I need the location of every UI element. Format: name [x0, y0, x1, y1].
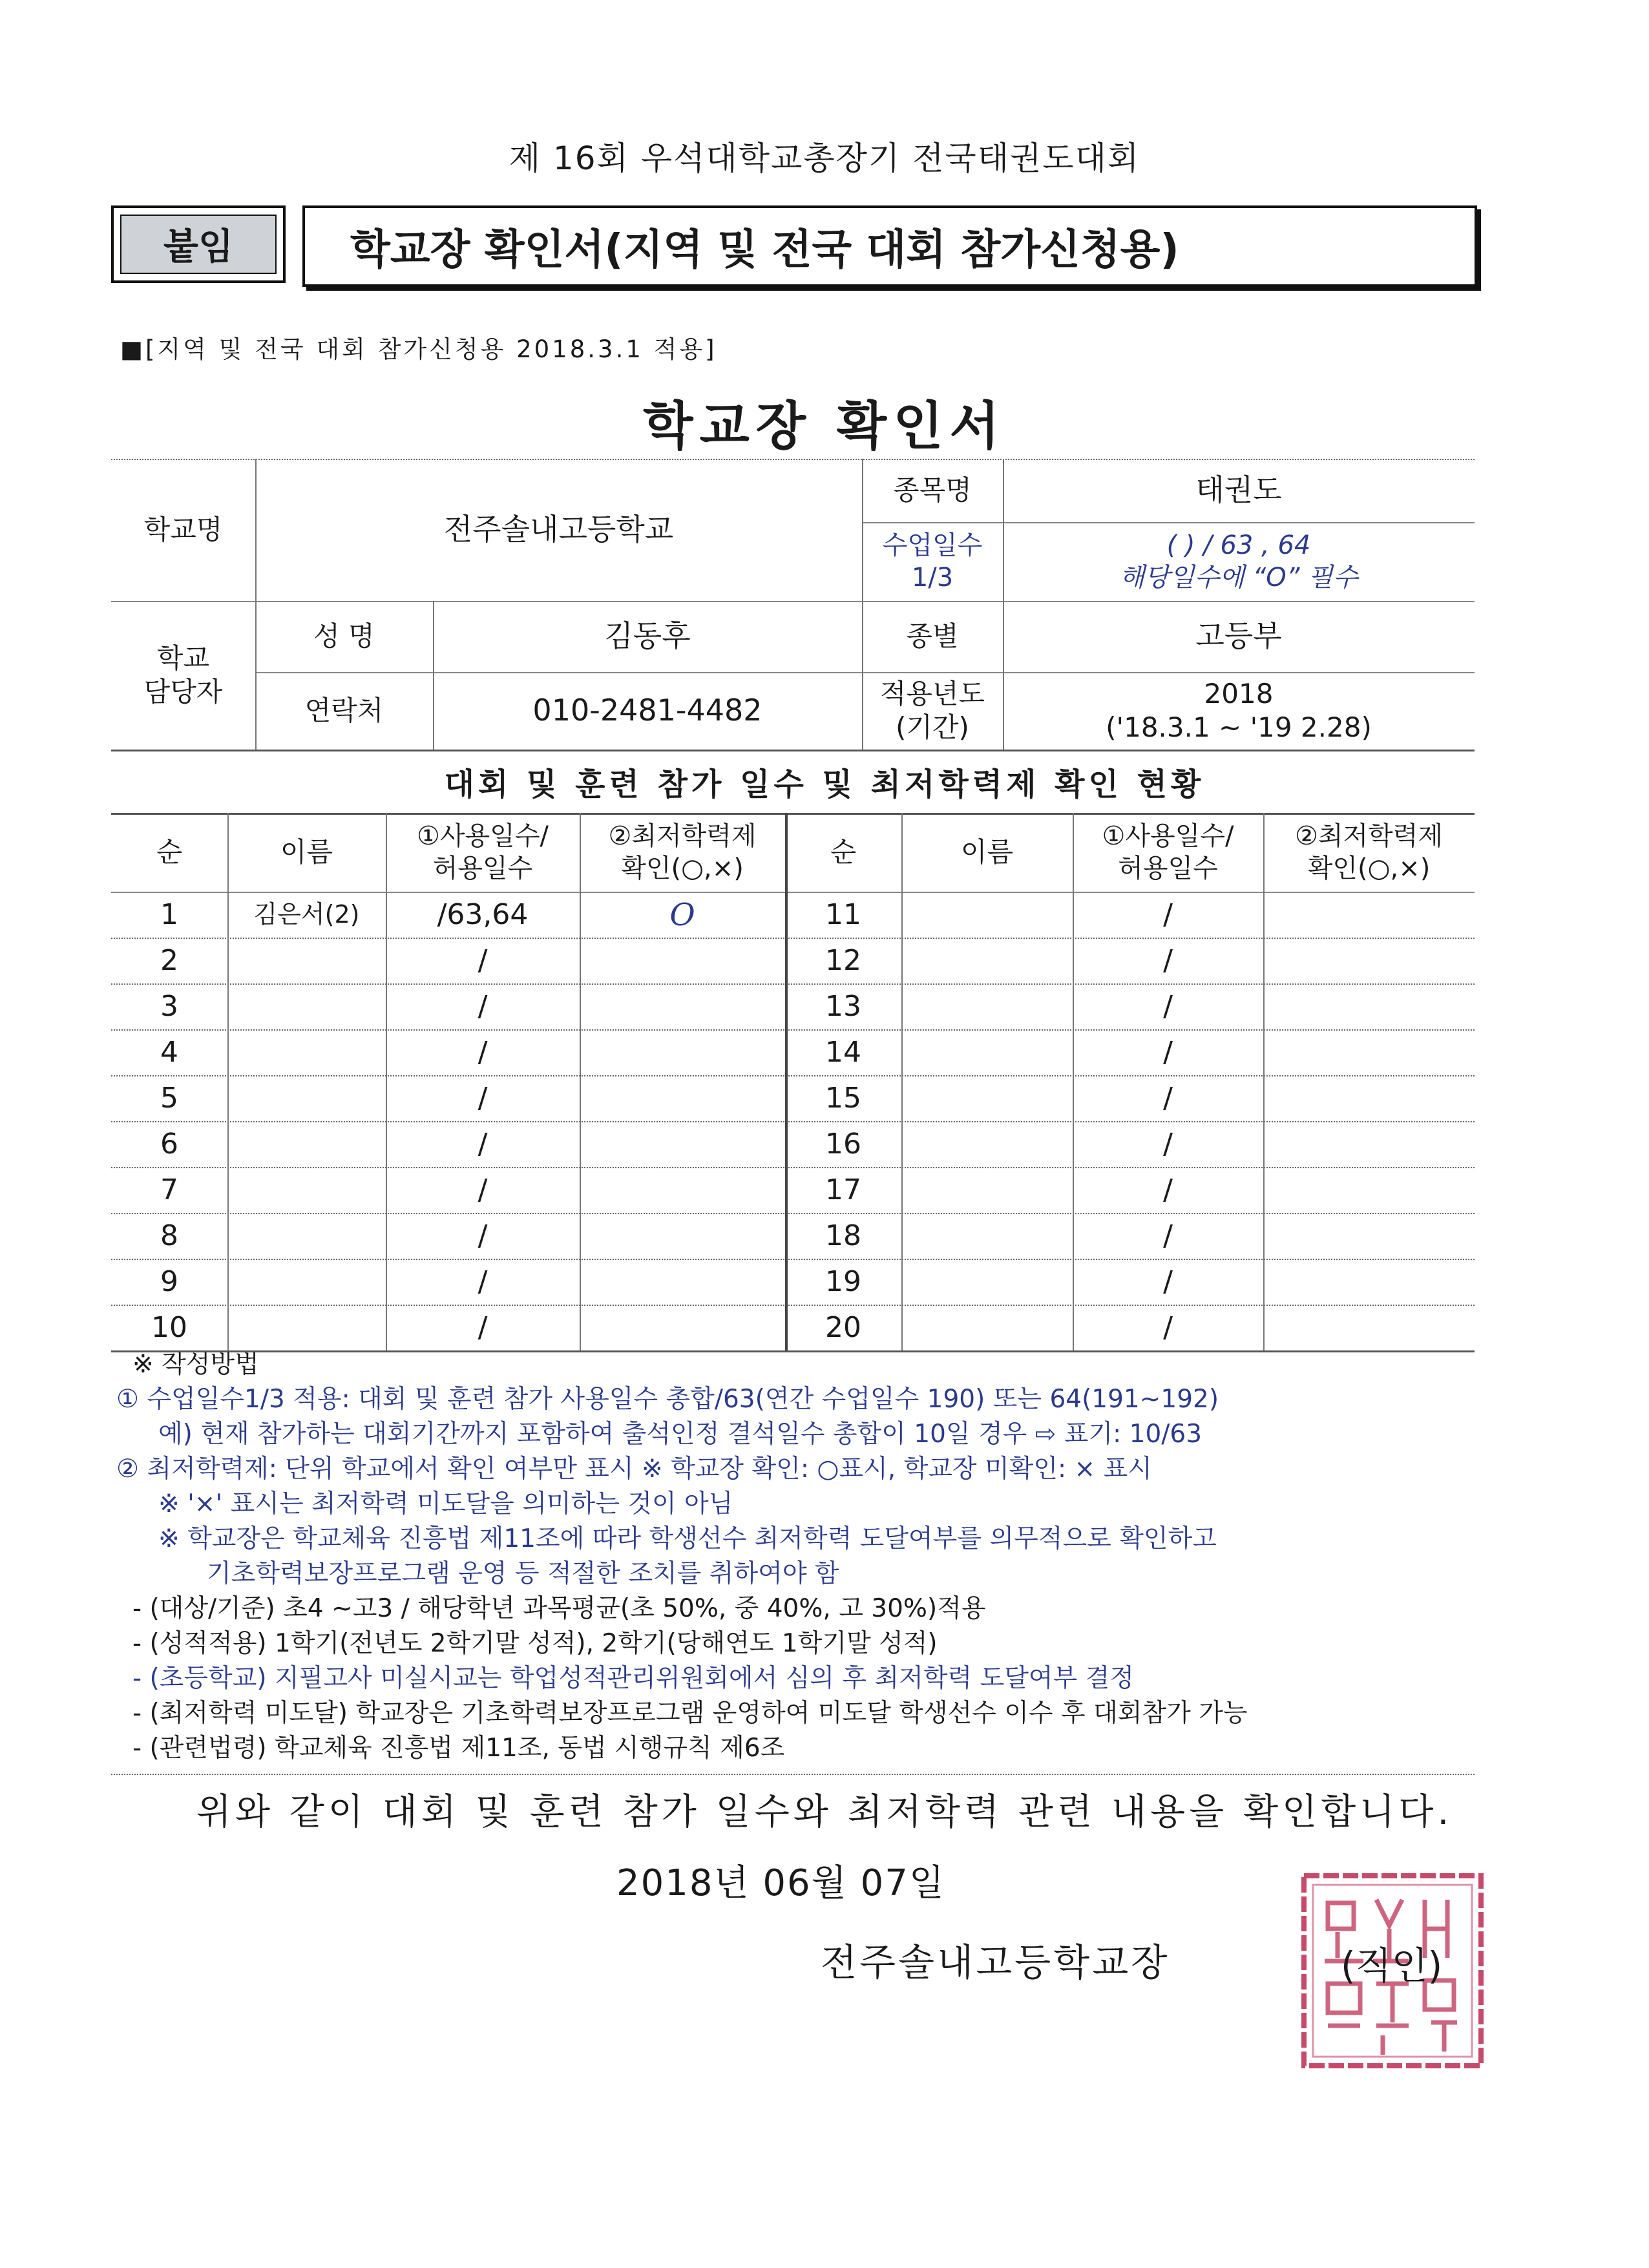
status-cell-seq: 15 [825, 1082, 861, 1115]
status-cell-name [901, 938, 1073, 983]
status-table-bottom-border [111, 1350, 1475, 1352]
year-label-line2: (기간) [896, 711, 969, 743]
status-cell-name [901, 1029, 1073, 1075]
col-check-left-line2: 확인(○,×) [621, 854, 744, 883]
status-cell-seq: 8 [160, 1219, 178, 1252]
status-cell-check [580, 1213, 785, 1259]
method-line: - (최저학력 미도달) 학교장은 기초학력보장프로그램 운영하여 미도달 학생선수 이수 후 대회참가 가능 [132, 1699, 1248, 1728]
year-value-line2: ('18.3.1 ~ '19 2.28) [1106, 711, 1372, 743]
status-center-divider [785, 813, 788, 1350]
method-line: ① 수업일수1/3 적용: 대회 및 훈련 참가 사용일수 총합/63(연간 수업일수 190) 또는 64(191~192) [116, 1385, 1219, 1414]
status-col-divider [227, 813, 229, 1350]
status-cell-check: O [669, 896, 695, 933]
contact-label [111, 601, 255, 750]
status-cell-seq: 10 [151, 1311, 187, 1344]
status-cell-seq: 17 [825, 1173, 861, 1206]
status-cell-days: / [1163, 1265, 1173, 1298]
col-check-right-line1: ②최저학력제 [1294, 821, 1444, 851]
status-cell-check [1263, 1121, 1475, 1167]
writing-method [110, 1347, 1544, 1766]
status-cell-check [580, 1259, 785, 1305]
method-line: ② 최저학력제: 단위 학교에서 확인 여부만 표시 ※ 학교장 확인: ○표시, 학교장 미확인: × 표시 [116, 1454, 1152, 1484]
status-cell-check [1263, 1029, 1475, 1075]
school-label: 학교명 [143, 513, 223, 545]
status-col-divider [580, 813, 581, 1350]
col-days-left-line2: 허용일수 [432, 854, 533, 883]
status-cell-seq: 2 [160, 944, 178, 977]
col-days-right-line1: ①사용일수/ [1102, 821, 1234, 851]
status-cell-seq: 18 [825, 1219, 861, 1252]
phone-label: 연락처 [304, 694, 384, 726]
status-heading: 대회 및 훈련 참가 일수 및 최저학력제 확인 현황 [444, 766, 1205, 803]
status-cell-seq: 11 [825, 898, 861, 931]
attachment-label: 붙임 [120, 215, 277, 274]
col-seq-right: 순 [830, 835, 857, 868]
col-name-right: 이름 [960, 835, 1014, 868]
status-cell-name [901, 1305, 1073, 1350]
col-check-left [580, 813, 785, 892]
status-cell-name [901, 983, 1073, 1029]
document-title: 학교장 확인서(지역 및 전국 대회 참가신청용) [302, 205, 1477, 287]
status-cell-name [227, 1259, 386, 1305]
status-cell-check [1263, 1075, 1475, 1121]
applied-note: ■[지역 및 전국 대회 참가신청용 2018.3.1 적용] [120, 335, 717, 363]
status-cell-days: / [478, 1173, 488, 1206]
status-cell-name [227, 1121, 386, 1167]
status-cell-seq: 13 [825, 990, 861, 1023]
status-cell-days: / [478, 1036, 488, 1069]
status-cell-days: / [1163, 944, 1173, 977]
status-cell-days: / [478, 944, 488, 977]
method-line: ※ '×' 표시는 최저학력 미도달을 의미하는 것이 아님 [158, 1489, 733, 1518]
confirmation-statement: 위와 같이 대회 및 훈련 참가 일수와 최저학력 관련 내용을 확인합니다. [196, 1791, 1453, 1833]
attachment-badge [111, 205, 286, 283]
status-cell-days: / [478, 1219, 488, 1252]
col-check-right [1263, 813, 1475, 892]
status-cell-check [580, 1029, 785, 1075]
status-cell-name [901, 1259, 1073, 1305]
method-bottom-border [111, 1774, 1475, 1775]
year-value-line1: 2018 [1204, 677, 1274, 709]
status-cell-days: / [1163, 1219, 1173, 1252]
status-cell-check [580, 1305, 785, 1350]
school-days-label [862, 522, 1003, 601]
status-cell-days: / [478, 1082, 488, 1115]
status-cell-check [580, 1121, 785, 1167]
status-cell-seq: 20 [825, 1311, 861, 1344]
phone-value: 010-2481-4482 [532, 693, 762, 728]
year-value [1003, 672, 1475, 750]
status-cell-name [227, 983, 386, 1029]
school-days-value-line2: 해당일수에 “O” 필수 [1119, 563, 1358, 593]
method-line: ※ 학교장은 학교체육 진흥법 제11조에 따라 학생선수 최저학력 도달여부를 의무적으로 확인하고 [158, 1524, 1217, 1553]
status-cell-name [227, 1167, 386, 1213]
name-value: 김동후 [604, 618, 691, 654]
status-cell-seq: 6 [160, 1128, 178, 1160]
status-cell-seq: 3 [160, 990, 178, 1023]
name-label: 성 명 [313, 620, 375, 652]
seal-label: (직인) [1341, 1944, 1443, 1988]
info-table-bottom-border [111, 750, 1475, 751]
contact-label-line2: 담당자 [143, 676, 223, 708]
status-cell-days: /63,64 [437, 898, 529, 931]
status-cell-seq: 4 [160, 1036, 178, 1069]
school-days-value [1003, 522, 1475, 601]
status-cell-days: / [478, 1265, 488, 1298]
status-cell-check [1263, 1167, 1475, 1213]
method-line: - (관련법령) 학교체육 진흥법 제11조, 동법 시행규칙 제6조 [132, 1734, 785, 1763]
contact-label-line1: 학교 [156, 642, 210, 674]
event-title: 제 16회 우석대학교총장기 전국태권도대회 [509, 140, 1140, 177]
status-cell-name: 김은서(2) [253, 899, 360, 929]
status-col-divider [386, 813, 387, 1350]
school-days-label-line2: 1/3 [911, 563, 954, 593]
status-cell-check [1263, 892, 1475, 938]
confirmation-date: 2018년 06월 07일 [616, 1862, 945, 1904]
status-cell-days: / [1163, 990, 1173, 1023]
status-cell-seq: 5 [160, 1082, 178, 1115]
method-line: - (초등학교) 지필고사 미실시교는 학업성적관리위원회에서 심의 후 최저학력 도달여부 결정 [132, 1664, 1135, 1693]
status-cell-seq: 7 [160, 1173, 178, 1206]
status-cell-name [901, 1075, 1073, 1121]
method-line: 기초학력보장프로그램 운영 등 적절한 조치를 취하여야 함 [207, 1559, 839, 1588]
school-days-label-line1: 수업일수 [882, 530, 983, 560]
status-cell-seq: 9 [160, 1265, 178, 1298]
status-col-divider [1263, 813, 1265, 1350]
status-cell-name [901, 1121, 1073, 1167]
status-cell-check [580, 938, 785, 983]
status-cell-days: / [478, 1128, 488, 1160]
status-cell-name [227, 1075, 386, 1121]
status-cell-name [901, 1167, 1073, 1213]
status-cell-seq: 16 [825, 1128, 861, 1160]
sport-value: 태권도 [1195, 472, 1282, 508]
sport-label: 종목명 [893, 474, 972, 506]
school-value: 전주솔내고등학교 [443, 512, 674, 547]
status-cell-seq: 12 [825, 944, 861, 977]
col-name-left: 이름 [280, 835, 333, 868]
col-days-right [1073, 813, 1263, 892]
status-cell-check [580, 1075, 785, 1121]
col-check-right-line2: 확인(○,×) [1307, 854, 1431, 883]
status-cell-name [227, 1305, 386, 1350]
status-cell-days: / [1163, 1036, 1173, 1069]
status-cell-seq: 1 [160, 898, 178, 931]
col-days-right-line2: 허용일수 [1118, 854, 1218, 883]
status-cell-name [227, 1029, 386, 1075]
school-days-value-line1: ( ) / 63 , 64 [1166, 530, 1311, 560]
status-cell-days: / [1163, 898, 1173, 931]
method-line: - (대상/기준) 초4 ~고3 / 해당학년 과목평균(초 50%, 중 40%, 고 30%)적용 [132, 1594, 986, 1623]
col-days-left [386, 813, 580, 892]
status-cell-check [1263, 1305, 1475, 1350]
method-line: - (성적적용) 1학기(전년도 2학기말 성적), 2학기(당해연도 1학기말 성적) [132, 1629, 938, 1658]
status-cell-days: / [1163, 1311, 1173, 1344]
status-cell-name [227, 1213, 386, 1259]
status-cell-days: / [1163, 1128, 1173, 1160]
method-line: 예) 현재 참가하는 대회기간까지 포함하여 출석인정 결석일수 총합이 10일 경우 ⇨ 표기: 10/63 [158, 1420, 1203, 1449]
method-title: ※ 작성방법 [132, 1350, 259, 1379]
status-cell-name [901, 1213, 1073, 1259]
status-cell-check [1263, 983, 1475, 1029]
status-cell-seq: 19 [825, 1265, 861, 1298]
col-seq-left: 순 [156, 835, 183, 868]
status-cell-check [580, 1167, 785, 1213]
status-cell-days: / [478, 990, 488, 1023]
col-days-left-line1: ①사용일수/ [417, 821, 549, 851]
status-cell-days: / [478, 1311, 488, 1344]
status-cell-check [580, 983, 785, 1029]
year-label [862, 672, 1003, 750]
status-col-divider [1073, 813, 1074, 1350]
year-label-line1: 적용년도 [879, 677, 985, 709]
status-cell-check [1263, 1259, 1475, 1305]
status-cell-check [1263, 938, 1475, 983]
category-label: 종별 [906, 620, 959, 652]
status-cell-days: / [1163, 1173, 1173, 1206]
principal-name: 전주솔내고등학교장 [821, 1940, 1170, 1984]
category-value: 고등부 [1195, 618, 1282, 654]
status-cell-name [901, 892, 1073, 938]
status-cell-name [227, 938, 386, 983]
status-cell-seq: 14 [825, 1036, 861, 1069]
form-title: 학교장 확인서 [643, 396, 1006, 456]
status-cell-check [1263, 1213, 1475, 1259]
status-col-divider [901, 813, 903, 1350]
col-check-left-line1: ②최저학력제 [608, 821, 757, 851]
status-cell-days: / [1163, 1082, 1173, 1115]
